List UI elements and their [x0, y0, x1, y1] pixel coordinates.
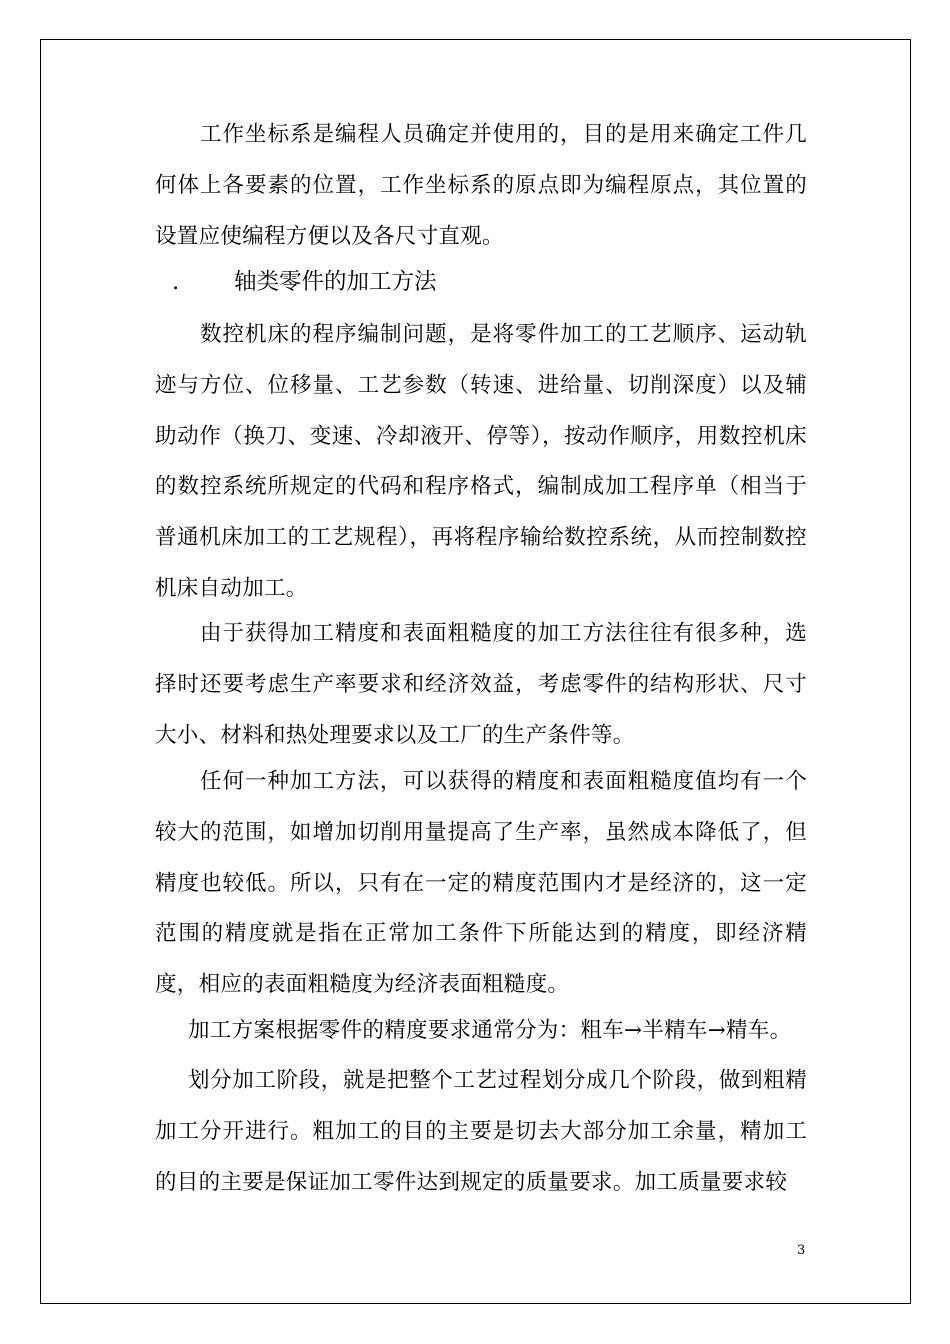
section-heading: [172, 262, 437, 302]
paragraph-machining-method-choice: 由于获得加工精度和表面粗糙度的加工方法往往有很多种，选择时还要考虑生产率要求和经济效益，考虑零件的结构形状、尺寸大小、材料和热处理要求以及工厂的生产条件等。: [155, 621, 807, 748]
section-heading-bullet: .: [172, 269, 180, 295]
paragraph-economic-accuracy: 任何一种加工方法，可以获得的精度和表面粗糙度值均有一个较大的范围，如增加切削用量提高了生产率，虽然成本降低了，但精度也较低。所以，只有在一定的精度范围内才是经济的，这一定范围的精度就是指在正常加工条件下所能达到的精度，即经济精度，相应的表面粗糙度为经济表面粗糙度。: [155, 769, 807, 998]
page-number: 3: [797, 1243, 806, 1258]
paragraph-machining-plan: 加工方案根据零件的精度要求通常分为：粗车→半精车→精车。: [188, 1018, 792, 1043]
section-heading-title: 轴类零件的加工方法: [234, 269, 437, 295]
paragraph-nc-programming: 数控机床的程序编制问题，是将零件加工的工艺顺序、运动轨迹与方位、位移量、工艺参数（转速、进给量、切削深度）以及辅助动作（换刀、变速、冷却液开、停等），按动作顺序，用数控机床的数控系统所规定的代码和程序格式，编制成加工程序单（相当于普通机床加工的工艺规程），再将程序输给数控系统，从而控制数控机床自动加工。: [155, 322, 807, 601]
paragraph-machining-stages: 划分加工阶段，就是把整个工艺过程划分成几个阶段，做到粗精加工分开进行。粗加工的目的主要是切去大部分加工余量，精加工的目的主要是保证加工零件达到规定的质量要求。加工质量要求较: [155, 1068, 807, 1195]
paragraph-work-coordinate-system: 工作坐标系是编程人员确定并使用的，目的是用来确定工件几何体上各要素的位置，工作坐标系的原点即为编程原点，其位置的设置应使编程方便以及各尺寸直观。: [155, 122, 807, 249]
